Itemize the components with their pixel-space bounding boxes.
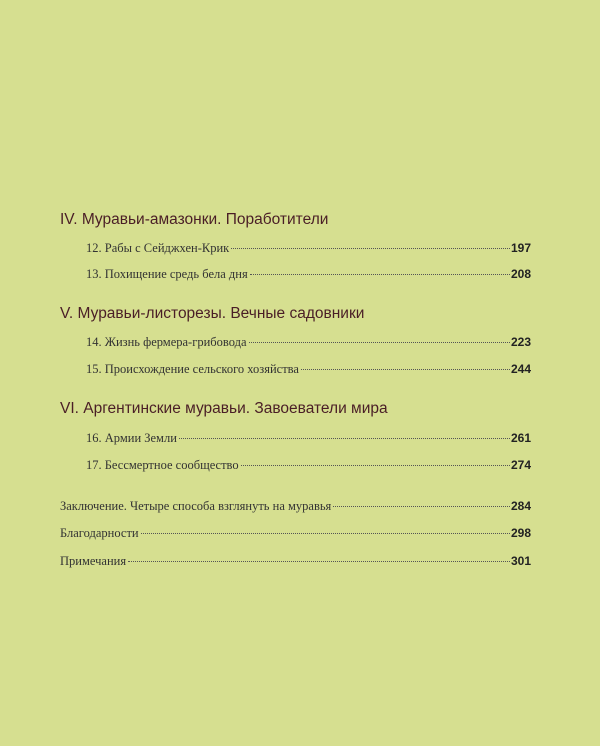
toc-entry-page: 223 bbox=[510, 335, 531, 349]
toc-entry-label: Заключение. Четыре способа взглянуть на муравья bbox=[60, 499, 332, 513]
toc-entry-label: 17. Бессмертное сообщество bbox=[86, 458, 239, 472]
dot-leader bbox=[249, 342, 510, 343]
toc-entry-page: 298 bbox=[510, 526, 531, 540]
toc-entry-label: 16. Армии Земли bbox=[86, 431, 177, 445]
toc-entry-chapter-16[interactable] bbox=[86, 430, 531, 446]
toc-entry-label: 14. Жизнь фермера-грибовода bbox=[86, 335, 247, 349]
part-title-v: V. Муравьи-листорезы. Вечные садовники bbox=[60, 305, 365, 322]
dot-leader bbox=[333, 506, 510, 507]
dot-leader bbox=[128, 561, 510, 562]
toc-entry-label: Примечания bbox=[60, 554, 127, 568]
toc-entry-label: 15. Происхождение сельского хозяйства bbox=[86, 362, 299, 376]
toc-entry-label: Благодарности bbox=[60, 526, 139, 540]
dot-leader bbox=[179, 438, 510, 439]
toc-entry-page: 197 bbox=[510, 241, 531, 255]
toc-entry-page: 244 bbox=[510, 362, 531, 376]
toc-entry-page: 301 bbox=[510, 554, 531, 568]
part-title-iv: IV. Муравьи-амазонки. Поработители bbox=[60, 211, 329, 228]
toc-entry-chapter-17[interactable] bbox=[86, 457, 531, 473]
toc-entry-page: 208 bbox=[510, 267, 531, 281]
toc-entry-page: 284 bbox=[510, 499, 531, 513]
dot-leader bbox=[241, 465, 510, 466]
toc-entry-acknowledgments[interactable] bbox=[60, 525, 531, 541]
toc-entry-chapter-13[interactable] bbox=[86, 266, 531, 282]
toc-entry-chapter-14[interactable] bbox=[86, 334, 531, 350]
toc-entry-page: 274 bbox=[510, 458, 531, 472]
toc-entry-label: 12. Рабы с Сейджхен-Крик bbox=[86, 241, 230, 255]
dot-leader bbox=[301, 369, 510, 370]
toc-entry-chapter-15[interactable] bbox=[86, 361, 531, 377]
toc-entry-notes[interactable] bbox=[60, 553, 531, 569]
dot-leader bbox=[141, 533, 510, 534]
toc-entry-page: 261 bbox=[510, 431, 531, 445]
toc-entry-chapter-12[interactable] bbox=[86, 240, 531, 256]
part-title-vi: VI. Аргентинские муравьи. Завоеватели мира bbox=[60, 400, 388, 417]
toc-entry-conclusion[interactable] bbox=[60, 498, 531, 514]
dot-leader bbox=[231, 248, 510, 249]
toc-entry-label: 13. Похищение средь бела дня bbox=[86, 267, 248, 281]
dot-leader bbox=[250, 274, 510, 275]
